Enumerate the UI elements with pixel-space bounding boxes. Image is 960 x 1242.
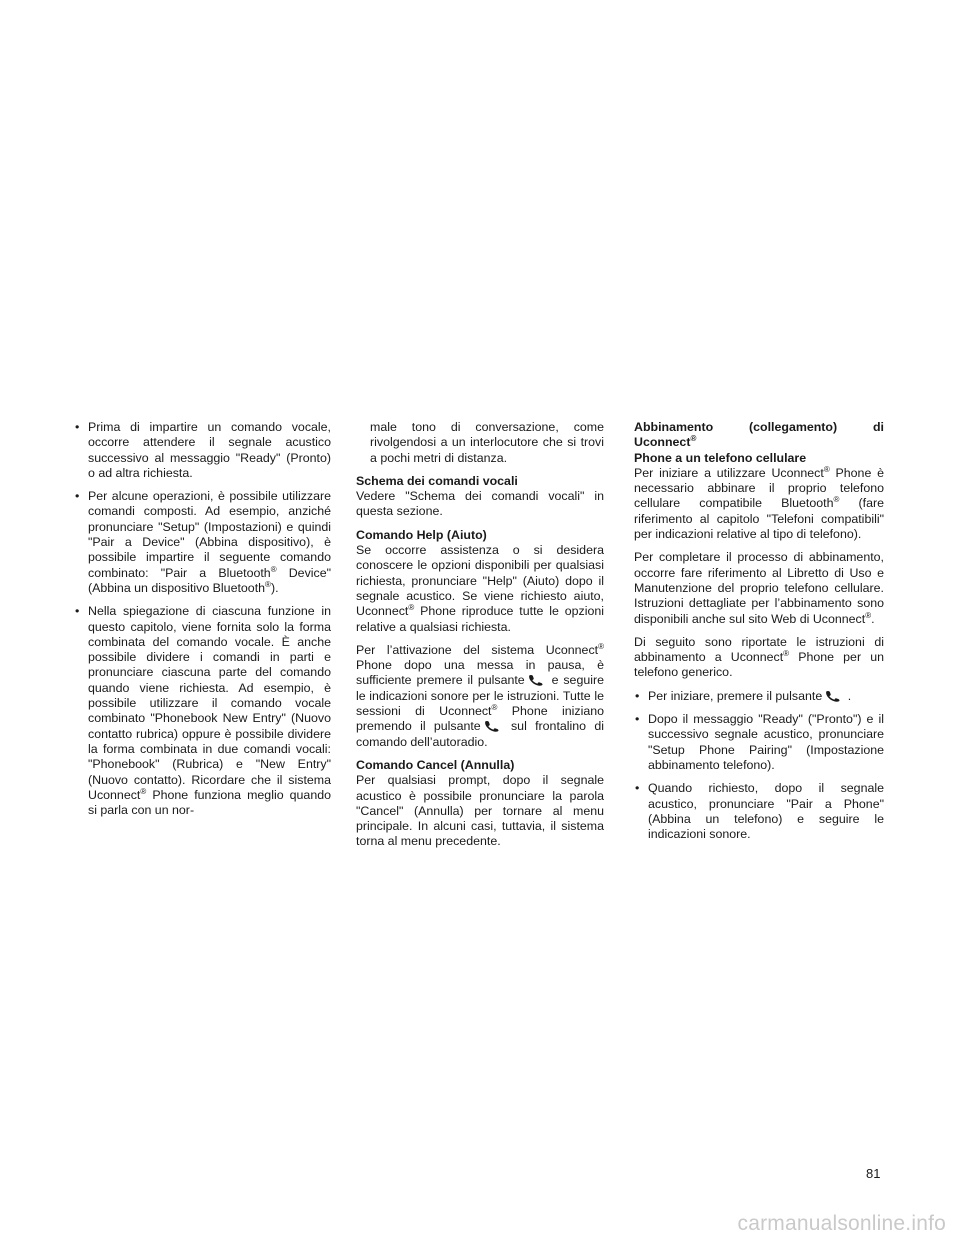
section-voice-command-schema: Schema dei comandi vocali Vedere "Schema dei comandi vocali" in questa sezione. xyxy=(356,473,604,519)
section-help-command: Comando Help (Aiuto) Se occorre assistenza o si desidera conoscere le opzioni disponibili per qualsiasi richiesta, pronunciare "Help" (Aiuto) dopo il segnale acustico. Se viene richiesto aiuto, Uconnect® Phone riproduce tutte le opzioni relative a qualsiasi richiesta. xyxy=(356,527,604,634)
page-number: 81 xyxy=(866,1166,881,1181)
registered-mark: ® xyxy=(270,564,277,574)
registered-mark: ® xyxy=(140,786,147,796)
bullet-combined-form: • Nella spiegazione di ciascuna funzione in questo capitolo, viene fornita solo la forma combinata del comando vocale. È anche possibile dividere i comandi in parti e pronunciare ciascuna parte del comando quando viene richiesta. Ad esempio, è possibile utilizzare il comando vocale combinato "Phonebook New Entry" (Nuovo contatto rubrica) oppure è possibile dividere la forma combinata in due comandi vocali: "Phonebook" (Rubrica) e "New Entry" (Nuovo contatto). Ricordare che il sistema Uconnect® Phone funziona meglio quando si parla con un nor- xyxy=(74,604,331,818)
registered-mark: ® xyxy=(408,603,415,613)
section-cancel-command: Comando Cancel (Annulla) Per qualsiasi prompt, dopo il segnale acustico è possibile pronunciare la parola "Cancel" (Annulla) per tornare al menu principale. In alcuni casi, tuttavia, il sistema torna al menu precedente. xyxy=(356,757,604,849)
bullet-voice-command-wait: • Prima di impartire un comando vocale, occorre attendere il segnale acustico successivo al messaggio "Ready" (Pronto) o ad altra richiesta. xyxy=(74,420,331,481)
paragraph-generic-phone: Di seguito sono riportate le istruzioni di abbinamento a Uconnect® Phone per un telefono generico. xyxy=(634,634,884,680)
bullet-pair-a-phone: • Quando richiesto, dopo il segnale acustico, pronunciare "Pair a Phone" (Abbina un telefono) e seguire le indicazioni sonore. xyxy=(634,781,884,842)
phone-handset-icon xyxy=(824,690,842,702)
heading-voice-command-schema: Schema dei comandi vocali xyxy=(356,473,518,488)
right-column xyxy=(634,420,884,850)
heading-pairing: Abbinamento (collegamento) di Uconnect® Phone a un telefono cellulare xyxy=(634,420,884,465)
section-pairing: Abbinamento (collegamento) di Uconnect® Phone a un telefono cellulare Per iniziare a utilizzare Uconnect® Phone è necessario abbinare il proprio telefono cellulare compatibile Bluetooth® (fare riferimento al capitolo "Telefoni compatibili" per indicazioni relative al tipo di telefono). xyxy=(634,420,885,542)
registered-mark: ® xyxy=(690,434,697,444)
registered-mark: ® xyxy=(865,610,872,620)
bullet-press-button: • Per iniziare, premere il pulsante . xyxy=(634,689,884,704)
bullet-compound-commands: • Per alcune operazioni, è possibile utilizzare comandi composti. Ad esempio, anziché pronunciare "Setup" (Impostazioni) e quindi "Pair a Device" (Abbina dispositivo), è possibile impartire il seguente comando combinato: "Pair a Bluetooth® Device" (Abbina un dispositivo Bluetooth®). xyxy=(74,489,331,596)
phone-handset-icon xyxy=(483,720,501,732)
registered-mark: ® xyxy=(491,702,498,712)
paragraph-complete-pairing: Per completare il processo di abbinamento, occorre fare riferimento al Libretto di Uso e Manutenzione del proprio telefono cellulare. Istruzioni dettagliate per l’abbinamento sono disponibili anche sul sito Web di Uconnect®. xyxy=(634,550,884,626)
heading-cancel-command: Comando Cancel (Annulla) xyxy=(356,757,515,772)
left-column xyxy=(74,420,331,826)
registered-mark: ® xyxy=(823,464,830,474)
phone-handset-icon xyxy=(527,674,545,686)
watermark: carmanualsonline.info xyxy=(737,1212,946,1235)
paragraph-activation: Per l’attivazione del sistema Uconnect® Phone dopo una messa in pausa, è sufficiente premere il pulsante e seguire le indicazioni sonore per le istruzioni. Tutte le sessioni di Uconnect® Phone iniziano premendo il pulsante sul frontalino di comando dell’autoradio. xyxy=(356,641,604,749)
middle-column xyxy=(356,420,604,858)
heading-help-command: Comando Help (Aiuto) xyxy=(356,527,487,542)
bullet-setup-phone-pairing: • Dopo il messaggio "Ready" ("Pronto") e il successivo segnale acustico, pronunciare "Setup Phone Pairing" (Impostazione abbinamento telefono). xyxy=(634,712,884,773)
registered-mark: ® xyxy=(783,649,790,659)
registered-mark: ® xyxy=(265,579,271,589)
registered-mark: ® xyxy=(833,495,840,505)
bullet-continuation: male tono di conversazione, come rivolgendosi a un interlocutore che si trovi a pochi metri di distanza. xyxy=(370,420,604,465)
registered-mark: ® xyxy=(598,641,604,651)
